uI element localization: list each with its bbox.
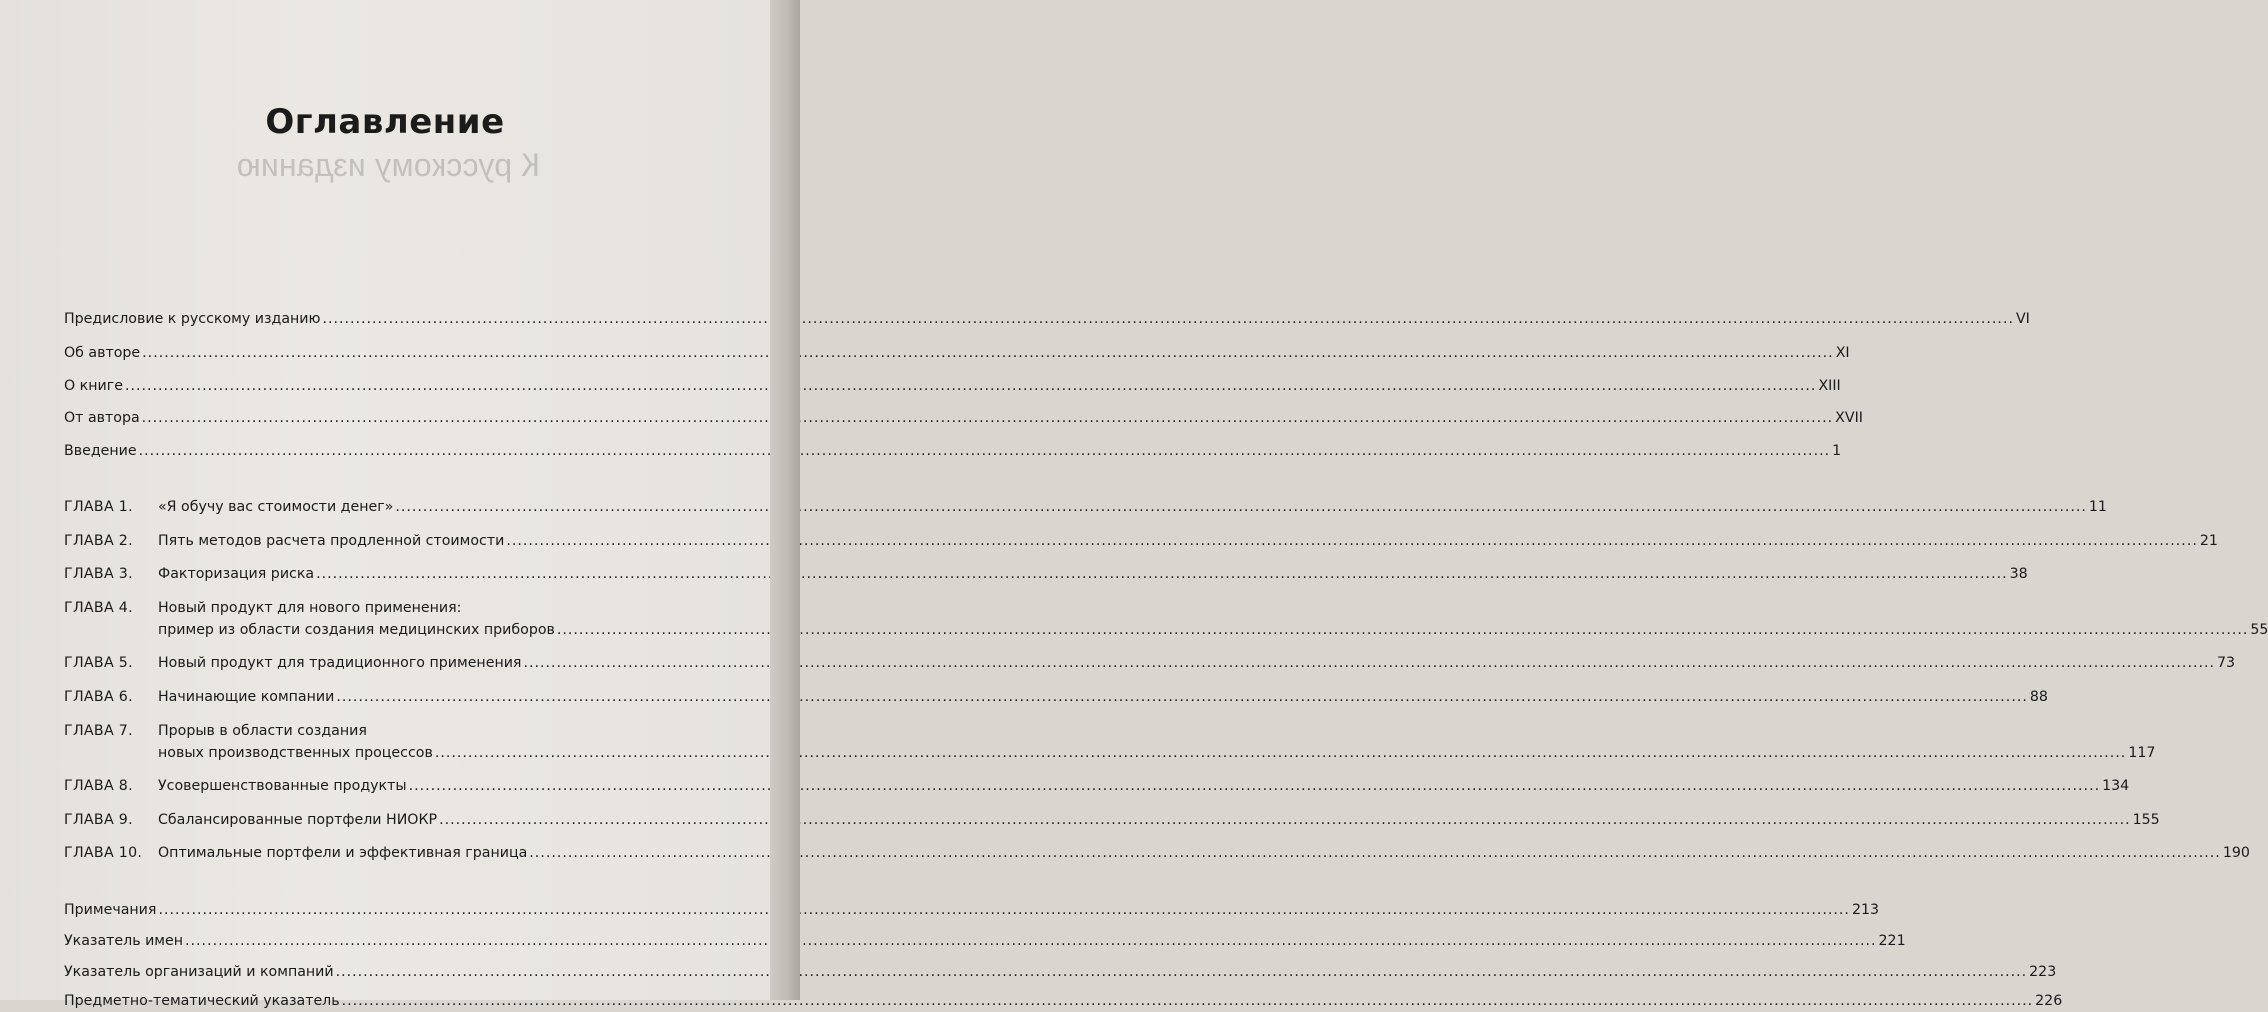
toc-entry-text: От автора [64, 410, 140, 426]
toc-entry-chapter-4[interactable] [64, 597, 670, 619]
toc-page-number: XVII [1835, 410, 1863, 426]
toc-page-number: 55 [2250, 622, 2268, 638]
toc-page-number: 155 [2132, 812, 2160, 828]
toc-entry-chapter-9[interactable] [64, 809, 2160, 831]
toc-leader-dots [316, 563, 2008, 585]
toc-leader-dots [142, 342, 1834, 364]
toc-entry-text: Новый продукт для традиционного применения [158, 655, 522, 671]
toc-entry-chapter-6[interactable] [64, 686, 2048, 708]
toc-entry-text: новых производственных процессов [158, 745, 433, 761]
toc-entry-notes[interactable] [64, 899, 1880, 921]
toc-leader-dots [185, 930, 1877, 952]
page-edge-shadow [770, 0, 800, 1000]
toc-entry-subject-index[interactable] [64, 990, 2063, 1012]
toc-leader-dots [125, 375, 1817, 397]
toc-page-number: 38 [2009, 566, 2028, 582]
toc-leader-dots [336, 961, 2028, 983]
chapter-title-line-1: Новый продукт для нового применения: [158, 600, 462, 616]
chapter-label: ГЛАВА 8. [64, 778, 133, 794]
toc-leader-dots [142, 407, 1834, 429]
chapter-label: ГЛАВА 9. [64, 812, 133, 828]
toc-leader-dots [557, 619, 2249, 641]
toc-page-number: 73 [2217, 655, 2236, 671]
toc-entry-chapter-1[interactable] [64, 496, 2107, 518]
toc-page-number: 88 [2029, 689, 2048, 705]
toc-entry-text: Усовершенствованные продукты [158, 778, 407, 794]
toc-entry-text: Введение [64, 443, 137, 459]
toc-leader-dots [139, 440, 1831, 462]
toc-entry-chapter-4-continued[interactable] [64, 619, 2268, 641]
toc-page-number: 213 [1851, 902, 1880, 918]
toc-page-number: 226 [2035, 993, 2063, 1009]
toc-entry-preface[interactable] [64, 308, 2030, 330]
toc-page-number: 1 [1832, 443, 1842, 459]
toc-leader-dots [506, 530, 2198, 552]
chapter-label: ГЛАВА 10. [64, 845, 143, 861]
toc-entry-chapter-3[interactable] [64, 563, 2028, 585]
toc-entry-text: Предметно-тематический указатель [64, 993, 340, 1009]
toc-entry-text: Примечания [64, 902, 157, 918]
toc-page-number: XIII [1818, 378, 1841, 394]
toc-entry-text: Предисловие к русскому изданию [64, 311, 321, 327]
toc-entry-introduction[interactable] [64, 440, 1842, 462]
toc-entry-from-author[interactable] [64, 407, 1863, 429]
toc-entry-chapter-7-continued[interactable] [64, 742, 2156, 764]
toc-leader-dots [435, 742, 2127, 764]
chapter-label: ГЛАВА 2. [64, 533, 133, 549]
toc-page-number: 11 [2088, 499, 2107, 515]
toc-entry-text: Начинающие компании [158, 689, 335, 705]
toc-page-number: 21 [2199, 533, 2218, 549]
toc-entry-text: О книге [64, 378, 123, 394]
toc-entry-about-book[interactable] [64, 375, 1841, 397]
toc-entry-chapter-7[interactable] [64, 720, 670, 742]
toc-entry-about-author[interactable] [64, 342, 1850, 364]
toc-page-number: XI [1835, 345, 1850, 361]
toc-entry-text: «Я обучу вас стоимости денег» [158, 499, 394, 515]
toc-entry-name-index[interactable] [64, 930, 1906, 952]
toc-entry-text: Об авторе [64, 345, 141, 361]
chapter-label: ГЛАВА 7. [64, 723, 133, 739]
toc-leader-dots [158, 899, 1850, 921]
toc-page-number: 221 [1878, 933, 1906, 949]
toc-entry-chapter-5[interactable] [64, 652, 2236, 674]
chapter-label: ГЛАВА 6. [64, 689, 133, 705]
toc-entry-text: Указатель имен [64, 933, 184, 949]
chapter-title-line-1: Прорыв в области создания [158, 723, 367, 739]
toc-entry-text: Оптимальные портфели и эффективная граница [158, 845, 528, 861]
toc-page-number: VI [2015, 311, 2030, 327]
toc-entry-text: Факторизация риска [158, 566, 315, 582]
toc-leader-dots [409, 775, 2101, 797]
toc-leader-dots [322, 308, 2014, 330]
toc-leader-dots [395, 496, 2087, 518]
toc-entry-text: Сбалансированные портфели НИОКР [158, 812, 438, 828]
show-through-heading: К русскому изданию [236, 147, 540, 183]
toc-entry-chapter-8[interactable] [64, 775, 2130, 797]
toc-entry-text: пример из области создания медицинских приборов [158, 622, 555, 638]
toc-leader-dots [439, 809, 2131, 831]
toc-leader-dots [336, 686, 2028, 708]
toc-entry-chapter-2[interactable] [64, 530, 2218, 552]
toc-entry-chapter-10[interactable] [64, 842, 2250, 864]
page-title: Оглавление [265, 102, 505, 142]
chapter-label: ГЛАВА 3. [64, 566, 133, 582]
toc-page-number: 223 [2029, 964, 2057, 980]
toc-entry-organization-index[interactable] [64, 961, 2057, 983]
chapter-label: ГЛАВА 5. [64, 655, 133, 671]
toc-entry-text: Указатель организаций и компаний [64, 964, 334, 980]
toc-page-number: 190 [2222, 845, 2250, 861]
toc-page-number: 117 [2128, 745, 2156, 761]
chapter-label: ГЛАВА 1. [64, 499, 133, 515]
chapter-label: ГЛАВА 4. [64, 600, 133, 616]
toc-page-number: 134 [2102, 778, 2130, 794]
toc-leader-dots [342, 990, 2034, 1012]
toc-entry-text: Пять методов расчета продленной стоимости [158, 533, 505, 549]
